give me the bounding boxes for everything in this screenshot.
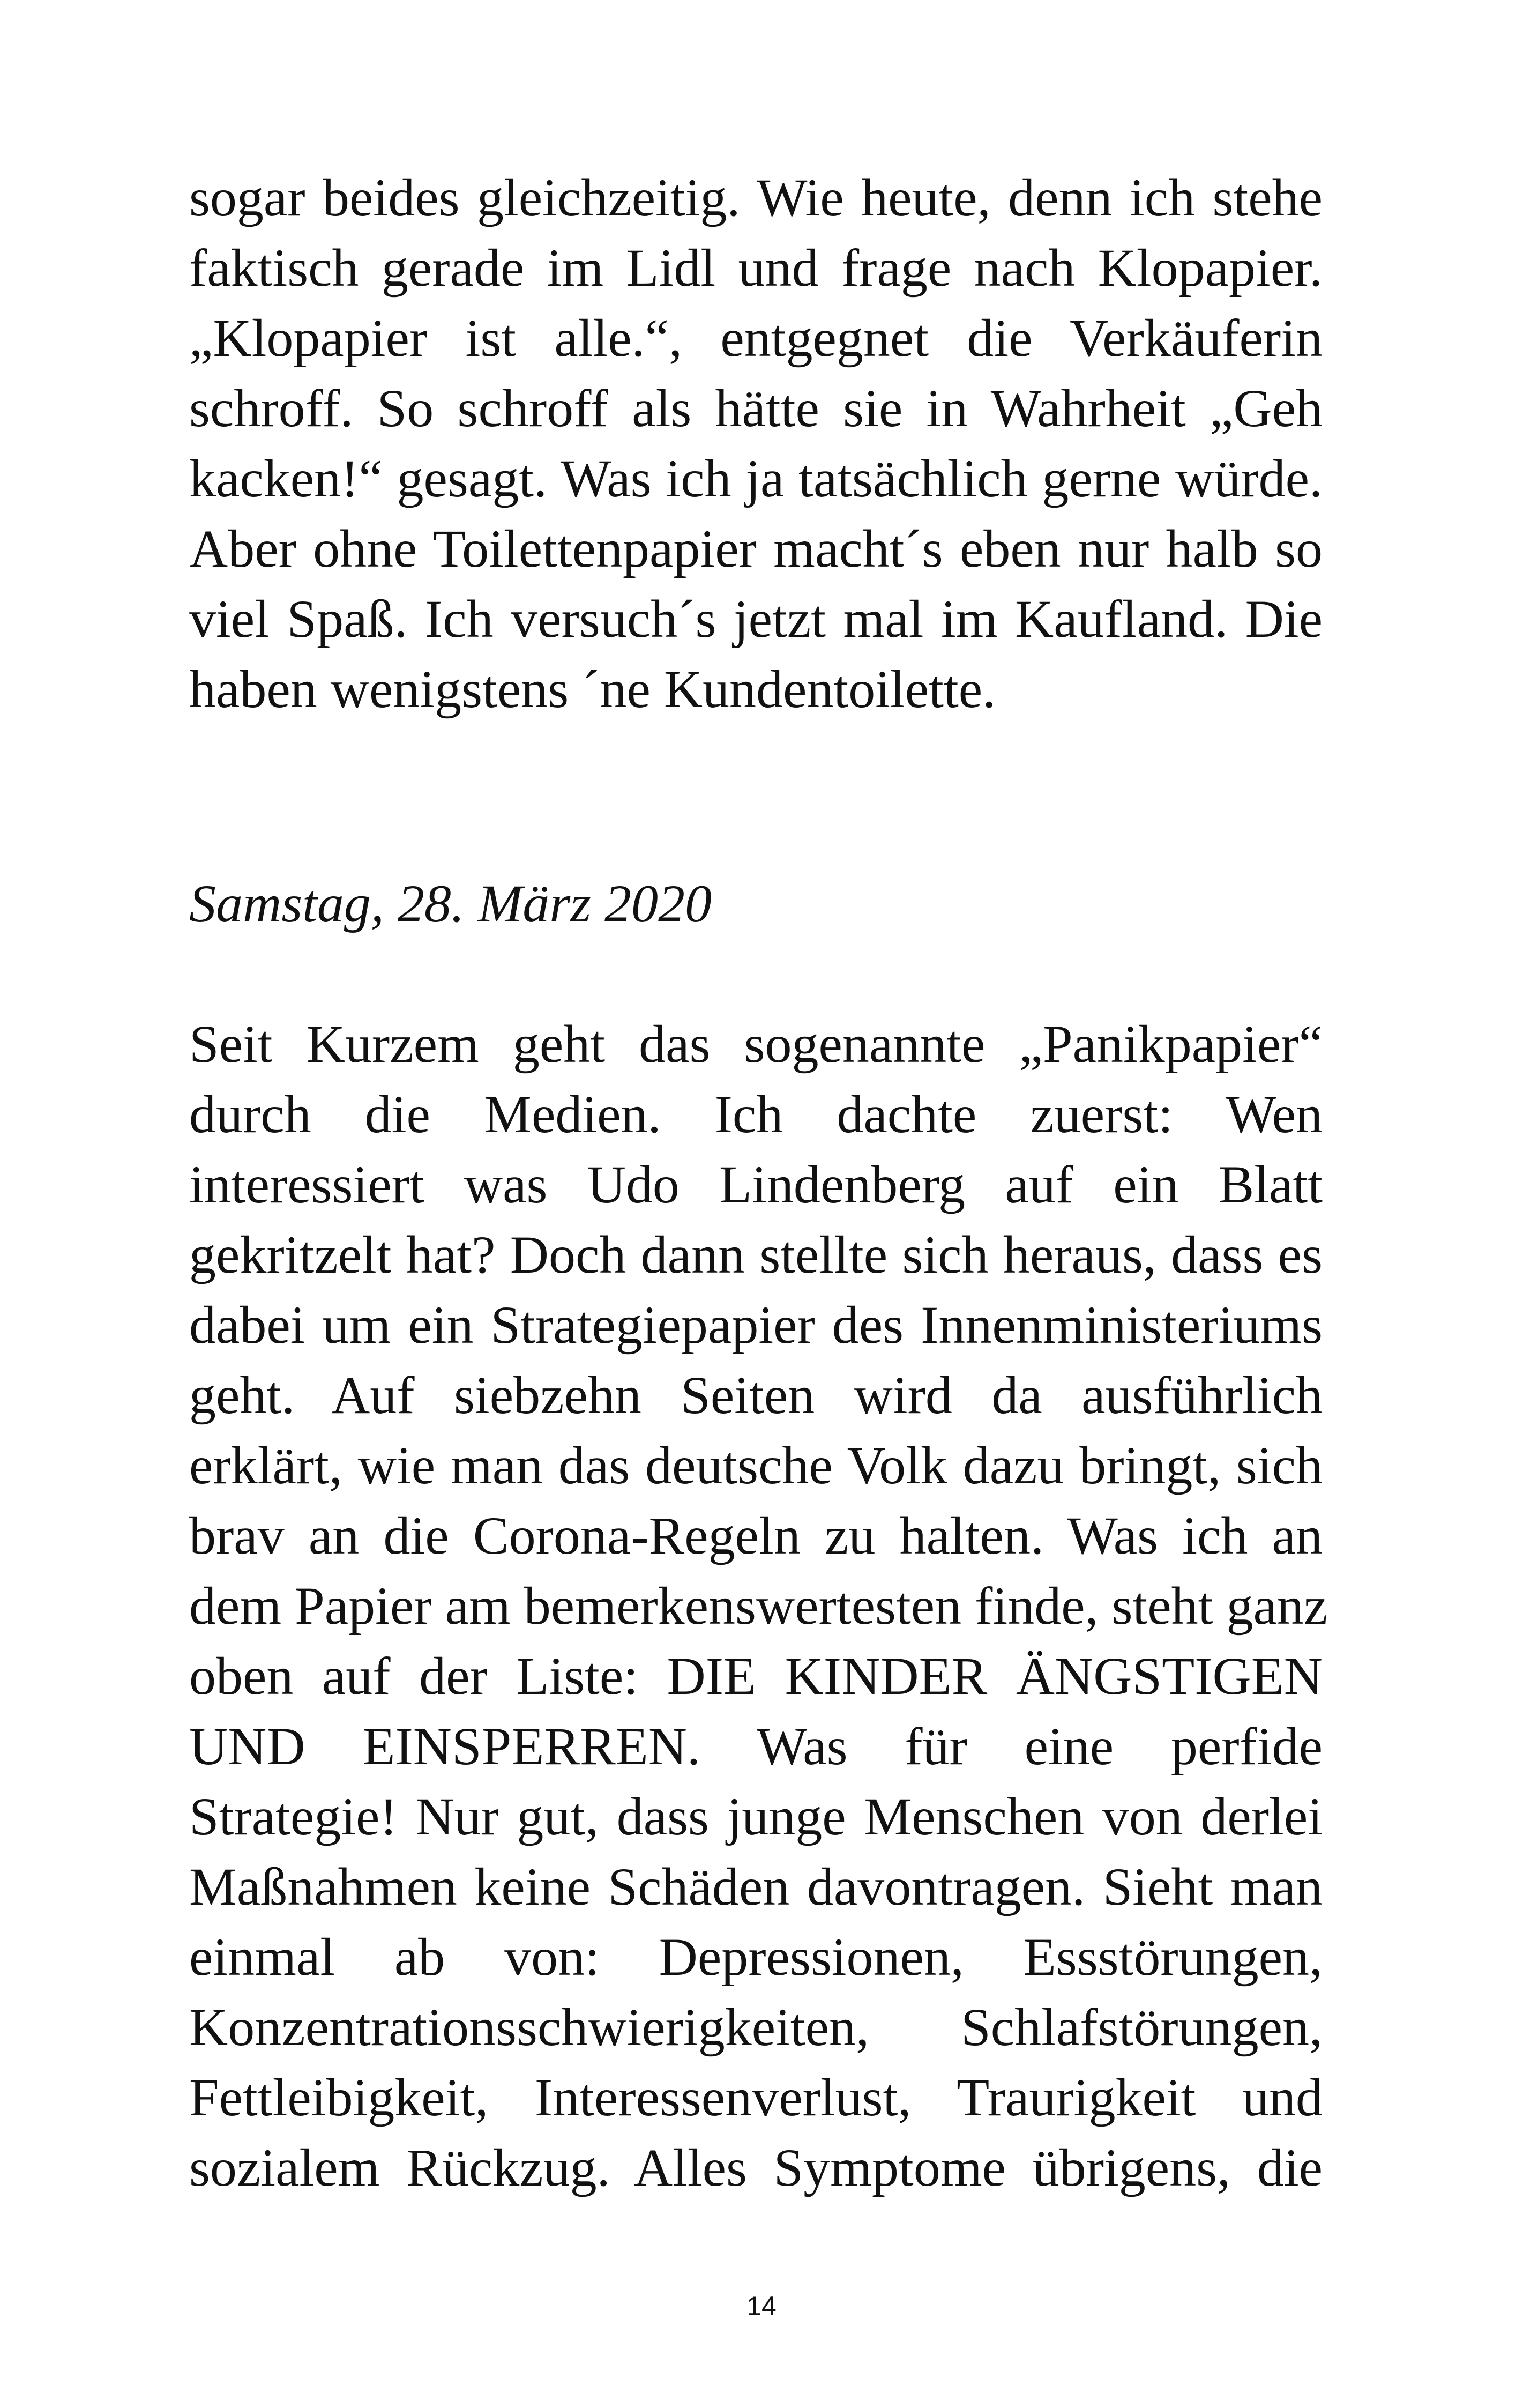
text-line: „Klopapier ist alle.“, entgegnet die Verkäuferin: [189, 308, 1323, 368]
text-line: erklärt, wie man das deutsche Volk dazu bringt, sich: [189, 1436, 1323, 1495]
text-line: Fettleibigkeit, Interessenverlust, Traurigkeit und: [189, 2068, 1323, 2127]
text-line: durch die Medien. Ich dachte zuerst: Wen: [189, 1084, 1323, 1144]
text-line: haben wenigstens ´ne Kundentoilette.: [189, 659, 996, 719]
text-line: interessiert was Udo Lindenberg auf ein Blatt: [189, 1155, 1323, 1214]
text-line: UND EINSPERREN. Was für eine perfide: [189, 1716, 1323, 1776]
text-line: Strategie! Nur gut, dass junge Menschen von derlei: [189, 1787, 1323, 1846]
text-line: kacken!“ gesagt. Was ich ja tatsächlich gerne würde.: [189, 449, 1323, 508]
page-number: 14: [746, 2291, 777, 2321]
text-line: geht. Auf siebzehn Seiten wird da ausführlich: [189, 1365, 1323, 1425]
text-line: einmal ab von: Depressionen, Essstörungen,: [189, 1927, 1323, 1987]
text-line: viel Spaß. Ich versuch´s jetzt mal im Kaufland. Die: [189, 589, 1323, 649]
text-line: schroff. So schroff als hätte sie in Wahrheit „Geh: [189, 378, 1323, 438]
text-line: Aber ohne Toilettenpapier macht´s eben nur halb so: [189, 519, 1323, 578]
text-line: dabei um ein Strategiepapier des Innenministeriums: [189, 1295, 1323, 1355]
text-line: gekritzelt hat? Doch dann stellte sich heraus, dass es: [189, 1225, 1323, 1284]
text-line: sogar beides gleichzeitig. Wie heute, denn ich stehe: [189, 168, 1323, 227]
text-line: Maßnahmen keine Schäden davontragen. Sieht man: [189, 1857, 1323, 1916]
entry-date-heading: Samstag, 28. März 2020: [189, 874, 712, 933]
text-line: oben auf der Liste: DIE KINDER ÄNGSTIGEN: [189, 1646, 1323, 1706]
text-line: brav an die Corona-Regeln zu halten. Was ich an: [189, 1506, 1323, 1565]
text-line: Seit Kurzem geht das sogenannte „Panikpapier“: [189, 1014, 1323, 1074]
text-line: Konzentrationsschwierigkeiten, Schlafstörungen,: [189, 1997, 1323, 2057]
paragraph-main: [189, 1009, 1328, 2203]
text-line: sozialem Rückzug. Alles Symptome übrigens, die: [189, 2138, 1323, 2197]
text-line: dem Papier am bemerkenswertesten finde, steht ganz: [189, 1576, 1328, 1636]
text-line: faktisch gerade im Lidl und frage nach Klopapier.: [189, 238, 1323, 298]
paragraph-top: [189, 162, 1323, 724]
